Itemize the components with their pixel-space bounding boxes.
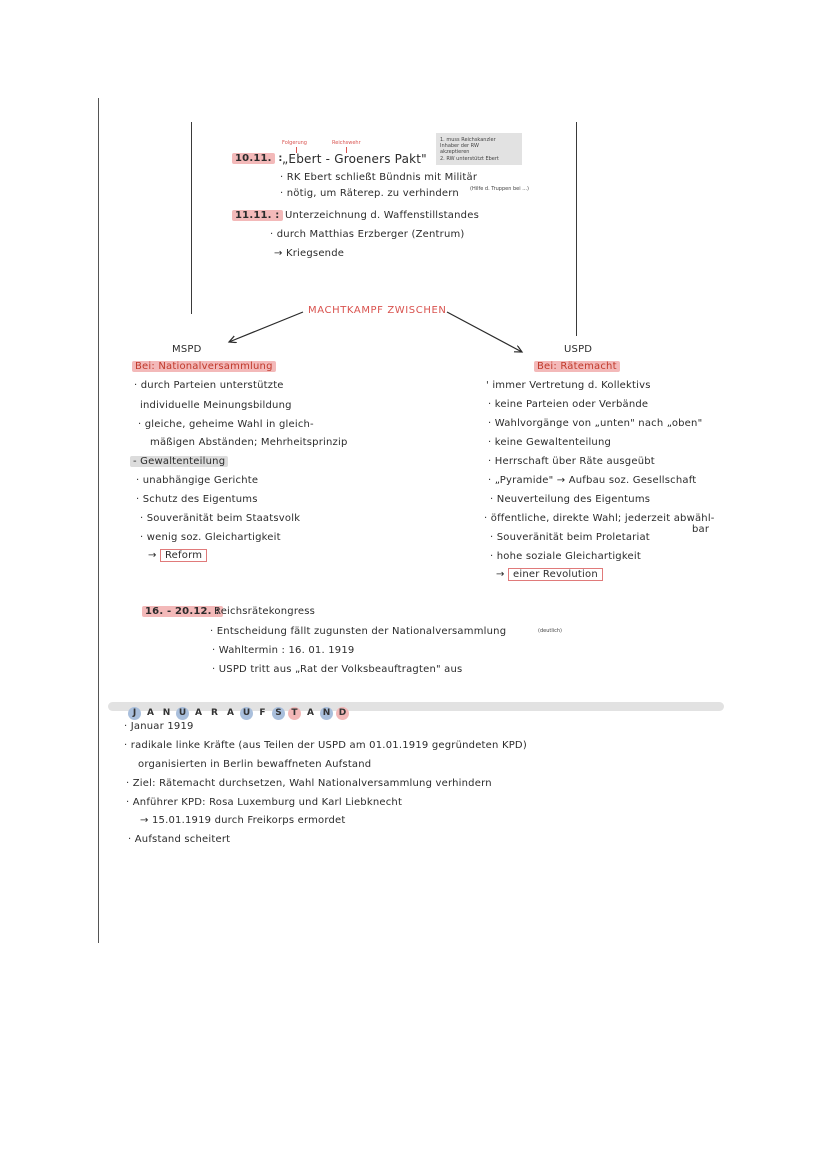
januar-line-6: → 15.01.1919 durch Freikorps ermordet xyxy=(140,815,346,826)
mspd-item-6: · unabhängige Gerichte xyxy=(136,475,259,486)
mspd-item-2: individuelle Meinungsbildung xyxy=(140,400,292,411)
januar-letter: S xyxy=(272,707,285,720)
mspd-item-4: mäßigen Abständen; Mehrheitsprinzip xyxy=(150,437,348,448)
congress-date: 16. - 20.12. : xyxy=(142,606,223,617)
armistice-line-1: · durch Matthias Erzberger (Zentrum) xyxy=(270,229,465,240)
congress-note: (deutlich) xyxy=(538,628,562,634)
date-10-11: 10.11. : xyxy=(232,153,283,164)
uspd-item-1: ' immer Vertretung d. Kollektivs xyxy=(486,380,651,391)
januar-letter: N xyxy=(320,707,333,720)
uspd-item-10: · hohe soziale Gleichartigkeit xyxy=(490,551,641,562)
januar-letter: T xyxy=(288,707,301,720)
januar-line-3: organisierten in Berlin bewaffneten Aufstand xyxy=(138,759,372,770)
uspd-result: → einer Revolution xyxy=(496,569,603,580)
januar-letter: R xyxy=(211,708,218,718)
januar-letter: A xyxy=(195,708,202,718)
januar-letter: N xyxy=(162,708,171,718)
januar-line-1: · Januar 1919 xyxy=(124,721,194,732)
pact-line-2: · nötig, um Räterep. zu verhindern xyxy=(280,188,459,199)
januar-letter: A xyxy=(147,708,154,718)
januar-letter: A xyxy=(307,708,314,718)
januar-heading xyxy=(128,700,352,720)
mspd-item-5: - Gewaltenteilung xyxy=(130,456,228,467)
uspd-item-5: · Herrschaft über Räte ausgeübt xyxy=(488,456,655,467)
mspd-result: → Reform xyxy=(148,550,207,561)
mspd-item-3: · gleiche, geheime Wahl in gleich- xyxy=(138,419,314,430)
mspd-item-9: · wenig soz. Gleichartigkeit xyxy=(140,532,281,543)
januar-line-2: · radikale linke Kräfte (aus Teilen der USPD am 01.01.1919 gegründeten KPD) xyxy=(124,740,527,751)
januar-line-4: · Ziel: Rätemacht durchsetzen, Wahl Nationalversammlung verhindern xyxy=(126,778,492,789)
uspd-item-7: · Neuverteilung des Eigentums xyxy=(490,494,651,505)
januar-line-7: · Aufstand scheitert xyxy=(128,834,231,845)
mspd-item-7: · Schutz des Eigentums xyxy=(136,494,258,505)
uspd-item-8-wrap: bar xyxy=(692,524,710,535)
uspd-item-3: · Wahlvorgänge von „unten" nach „oben" xyxy=(488,418,703,429)
januar-letter: A xyxy=(227,708,234,718)
note-box-line-4: 2. RW unterstützt Ebert xyxy=(440,156,499,162)
date-11-11: 11.11. : xyxy=(232,210,283,221)
uspd-title: USPD xyxy=(564,344,593,355)
januar-letter: U xyxy=(176,707,189,720)
armistice-title: Unterzeichnung d. Waffenstillstandes xyxy=(285,210,479,221)
machtkampf-heading: MACHTKAMPF ZWISCHEN xyxy=(308,305,447,316)
januar-letter: U xyxy=(240,707,253,720)
congress-line-1: · Entscheidung fällt zugunsten der Nationalversammlung xyxy=(210,626,507,637)
sub-label-right: Reichswehr xyxy=(332,140,361,146)
arrow-to-mspd xyxy=(229,312,303,342)
uspd-item-2: · keine Parteien oder Verbände xyxy=(488,399,649,410)
uspd-item-8: · öffentliche, direkte Wahl; jederzeit abwähl- xyxy=(484,513,715,524)
mspd-title: MSPD xyxy=(172,344,202,355)
uspd-item-4: · keine Gewaltenteilung xyxy=(488,437,612,448)
note-box-line-2: Inhaber der RW xyxy=(440,143,479,149)
congress-line-3: · USPD tritt aus „Rat der Volksbeauftragten" aus xyxy=(212,664,463,675)
januar-letter: F xyxy=(259,708,266,718)
note-box-line-3: akzeptieren xyxy=(440,149,470,155)
uspd-item-6: · „Pyramide" → Aufbau soz. Gesellschaft xyxy=(488,475,697,486)
pact-title: „Ebert - Groeners Pakt" xyxy=(282,152,427,166)
congress-title: Reichsrätekongress xyxy=(214,606,316,617)
mspd-tag: Bei: Nationalversammlung xyxy=(132,361,276,372)
uspd-item-9: · Souveränität beim Proletariat xyxy=(490,532,650,543)
arrow-to-uspd xyxy=(447,312,522,352)
sub-label-left: Folgerung xyxy=(282,140,307,146)
januar-line-5: · Anführer KPD: Rosa Luxemburg und Karl Liebknecht xyxy=(126,797,403,808)
pact-line-1: · RK Ebert schließt Bündnis mit Militär xyxy=(280,172,478,183)
mspd-item-8: · Souveränität beim Staatsvolk xyxy=(140,513,301,524)
arrows xyxy=(0,0,828,400)
uspd-tag: Bei: Rätemacht xyxy=(534,361,620,372)
armistice-line-2: → Kriegsende xyxy=(274,248,345,259)
januar-letter: J xyxy=(128,707,141,720)
mspd-item-1: · durch Parteien unterstützte xyxy=(134,380,284,391)
note-box-line-1: 1. muss Reichskanzler xyxy=(440,137,496,143)
congress-line-2: · Wahltermin : 16. 01. 1919 xyxy=(212,645,355,656)
januar-letter: D xyxy=(336,707,349,720)
pact-note: (Hilfe d. Truppen bei ...) xyxy=(470,186,529,192)
